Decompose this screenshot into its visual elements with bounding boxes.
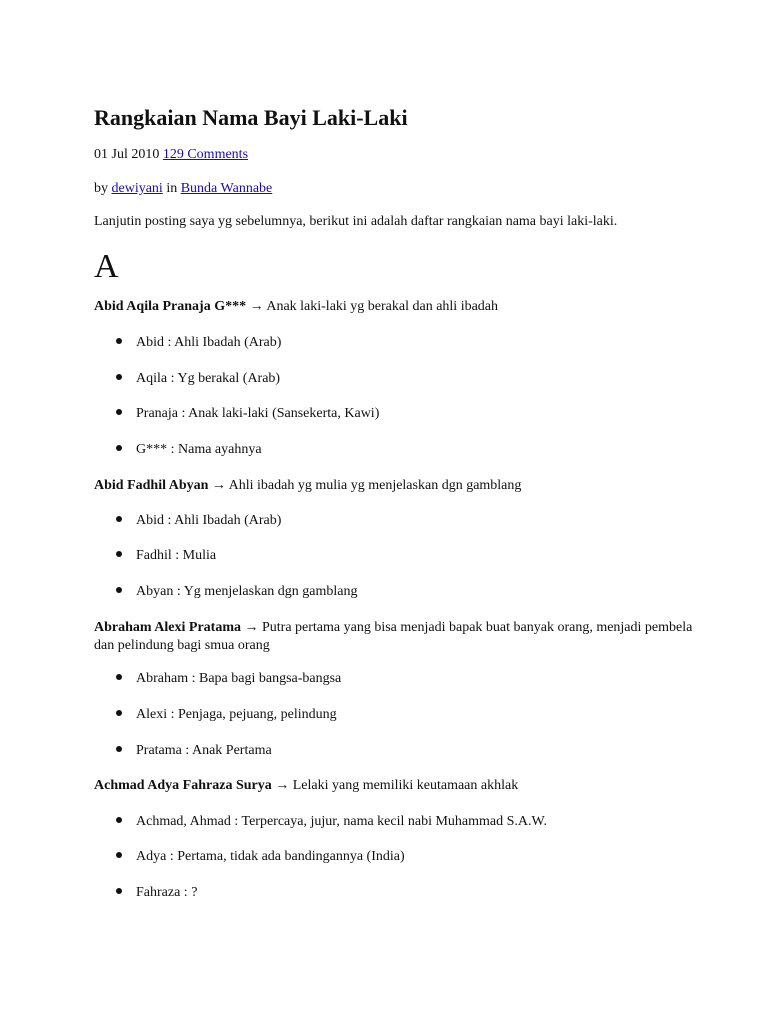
post-date-line — [94, 146, 248, 164]
list-item-text: Abid : Ahli Ibadah (Arab) — [136, 513, 282, 528]
list-item — [116, 547, 216, 565]
bullet-icon — [116, 338, 122, 344]
entry-name: Abraham Alexi Pratama — [94, 620, 241, 635]
list-item — [116, 512, 281, 530]
entry-name: Abid Aqila Pranaja G*** — [94, 299, 247, 314]
list-item-text: Achmad, Ahmad : Terpercaya, jujur, nama kecil nabi Muhammad S.A.W. — [136, 814, 547, 829]
list-item-text: Pranaja : Anak laki-laki (Sansekerta, Kawi) — [136, 406, 380, 421]
list-item — [116, 706, 337, 724]
list-item — [116, 670, 341, 688]
list-item-text: Adya : Pertama, tidak ada bandingannya (India) — [136, 849, 405, 864]
arrow-symbol: → — [211, 478, 226, 493]
bullet-icon — [116, 374, 122, 380]
list-item-text: Abraham : Bapa bagi bangsa-bangsa — [136, 671, 342, 686]
entry-heading — [94, 777, 694, 795]
list-item — [116, 742, 272, 760]
arrow-symbol: → — [249, 299, 264, 314]
arrow-symbol: → — [244, 620, 259, 635]
list-item-text: Abid : Ahli Ibadah (Arab) — [136, 335, 282, 350]
entry-name: Abid Fadhil Abyan — [94, 478, 209, 493]
entry-heading — [94, 619, 694, 655]
list-item-text: G*** : Nama ayahnya — [136, 442, 262, 457]
bullet-icon — [116, 551, 122, 557]
bullet-icon — [116, 445, 122, 451]
author-link[interactable]: dewiyani — [111, 181, 163, 196]
entry-meaning: Lelaki yang memiliki keutamaan akhlak — [292, 778, 519, 793]
entry-heading — [94, 477, 694, 495]
entry-meaning: Putra pertama yang bisa menjadi bapak buat banyak orang, menjadi pembela dan pelindung bagi smua orang — [94, 620, 693, 653]
list-item — [116, 848, 405, 866]
comments-link[interactable]: 129 Comments — [162, 147, 249, 162]
arrow-symbol: → — [275, 778, 290, 793]
list-item-text: Fadhil : Mulia — [136, 548, 217, 563]
list-item — [116, 370, 280, 388]
bullet-icon — [116, 888, 122, 894]
post-intro: Lanjutin posting saya yg sebelumnya, berikut ini adalah daftar rangkaian nama bayi laki-laki. — [94, 214, 618, 229]
list-item-text: Alexi : Penjaga, pejuang, pelindung — [136, 707, 337, 722]
section-letter: A — [94, 248, 119, 285]
post-byline — [94, 180, 272, 198]
list-item — [116, 583, 357, 601]
entry-meaning: Anak laki-laki yg berakal dan ahli ibadah — [266, 299, 499, 314]
entry-heading — [94, 298, 694, 316]
bullet-icon — [116, 852, 122, 858]
list-item-text: Pratama : Anak Pertama — [136, 743, 272, 758]
by-label: by — [94, 181, 108, 196]
post-date: 01 Jul 2010 — [94, 147, 160, 162]
category-link[interactable]: Bunda Wannabe — [180, 181, 273, 196]
list-item — [116, 441, 262, 459]
list-item — [116, 813, 547, 831]
bullet-icon — [116, 409, 122, 415]
bullet-icon — [116, 710, 122, 716]
list-item-text: Aqila : Yg berakal (Arab) — [136, 371, 281, 386]
bullet-icon — [116, 746, 122, 752]
bullet-icon — [116, 674, 122, 680]
list-item-text: Fahraza : ? — [136, 885, 198, 900]
list-item — [116, 334, 281, 352]
entry-meaning: Ahli ibadah yg mulia yg menjelaskan dgn gamblang — [228, 478, 522, 493]
bullet-icon — [116, 587, 122, 593]
list-item-text: Abyan : Yg menjelaskan dgn gamblang — [136, 584, 358, 599]
bullet-icon — [116, 817, 122, 823]
list-item — [116, 884, 197, 902]
post-title: Rangkaian Nama Bayi Laki-Laki — [94, 105, 408, 130]
list-item — [116, 405, 379, 423]
bullet-icon — [116, 516, 122, 522]
in-label: in — [166, 181, 178, 196]
entry-name: Achmad Adya Fahraza Surya — [94, 778, 272, 793]
